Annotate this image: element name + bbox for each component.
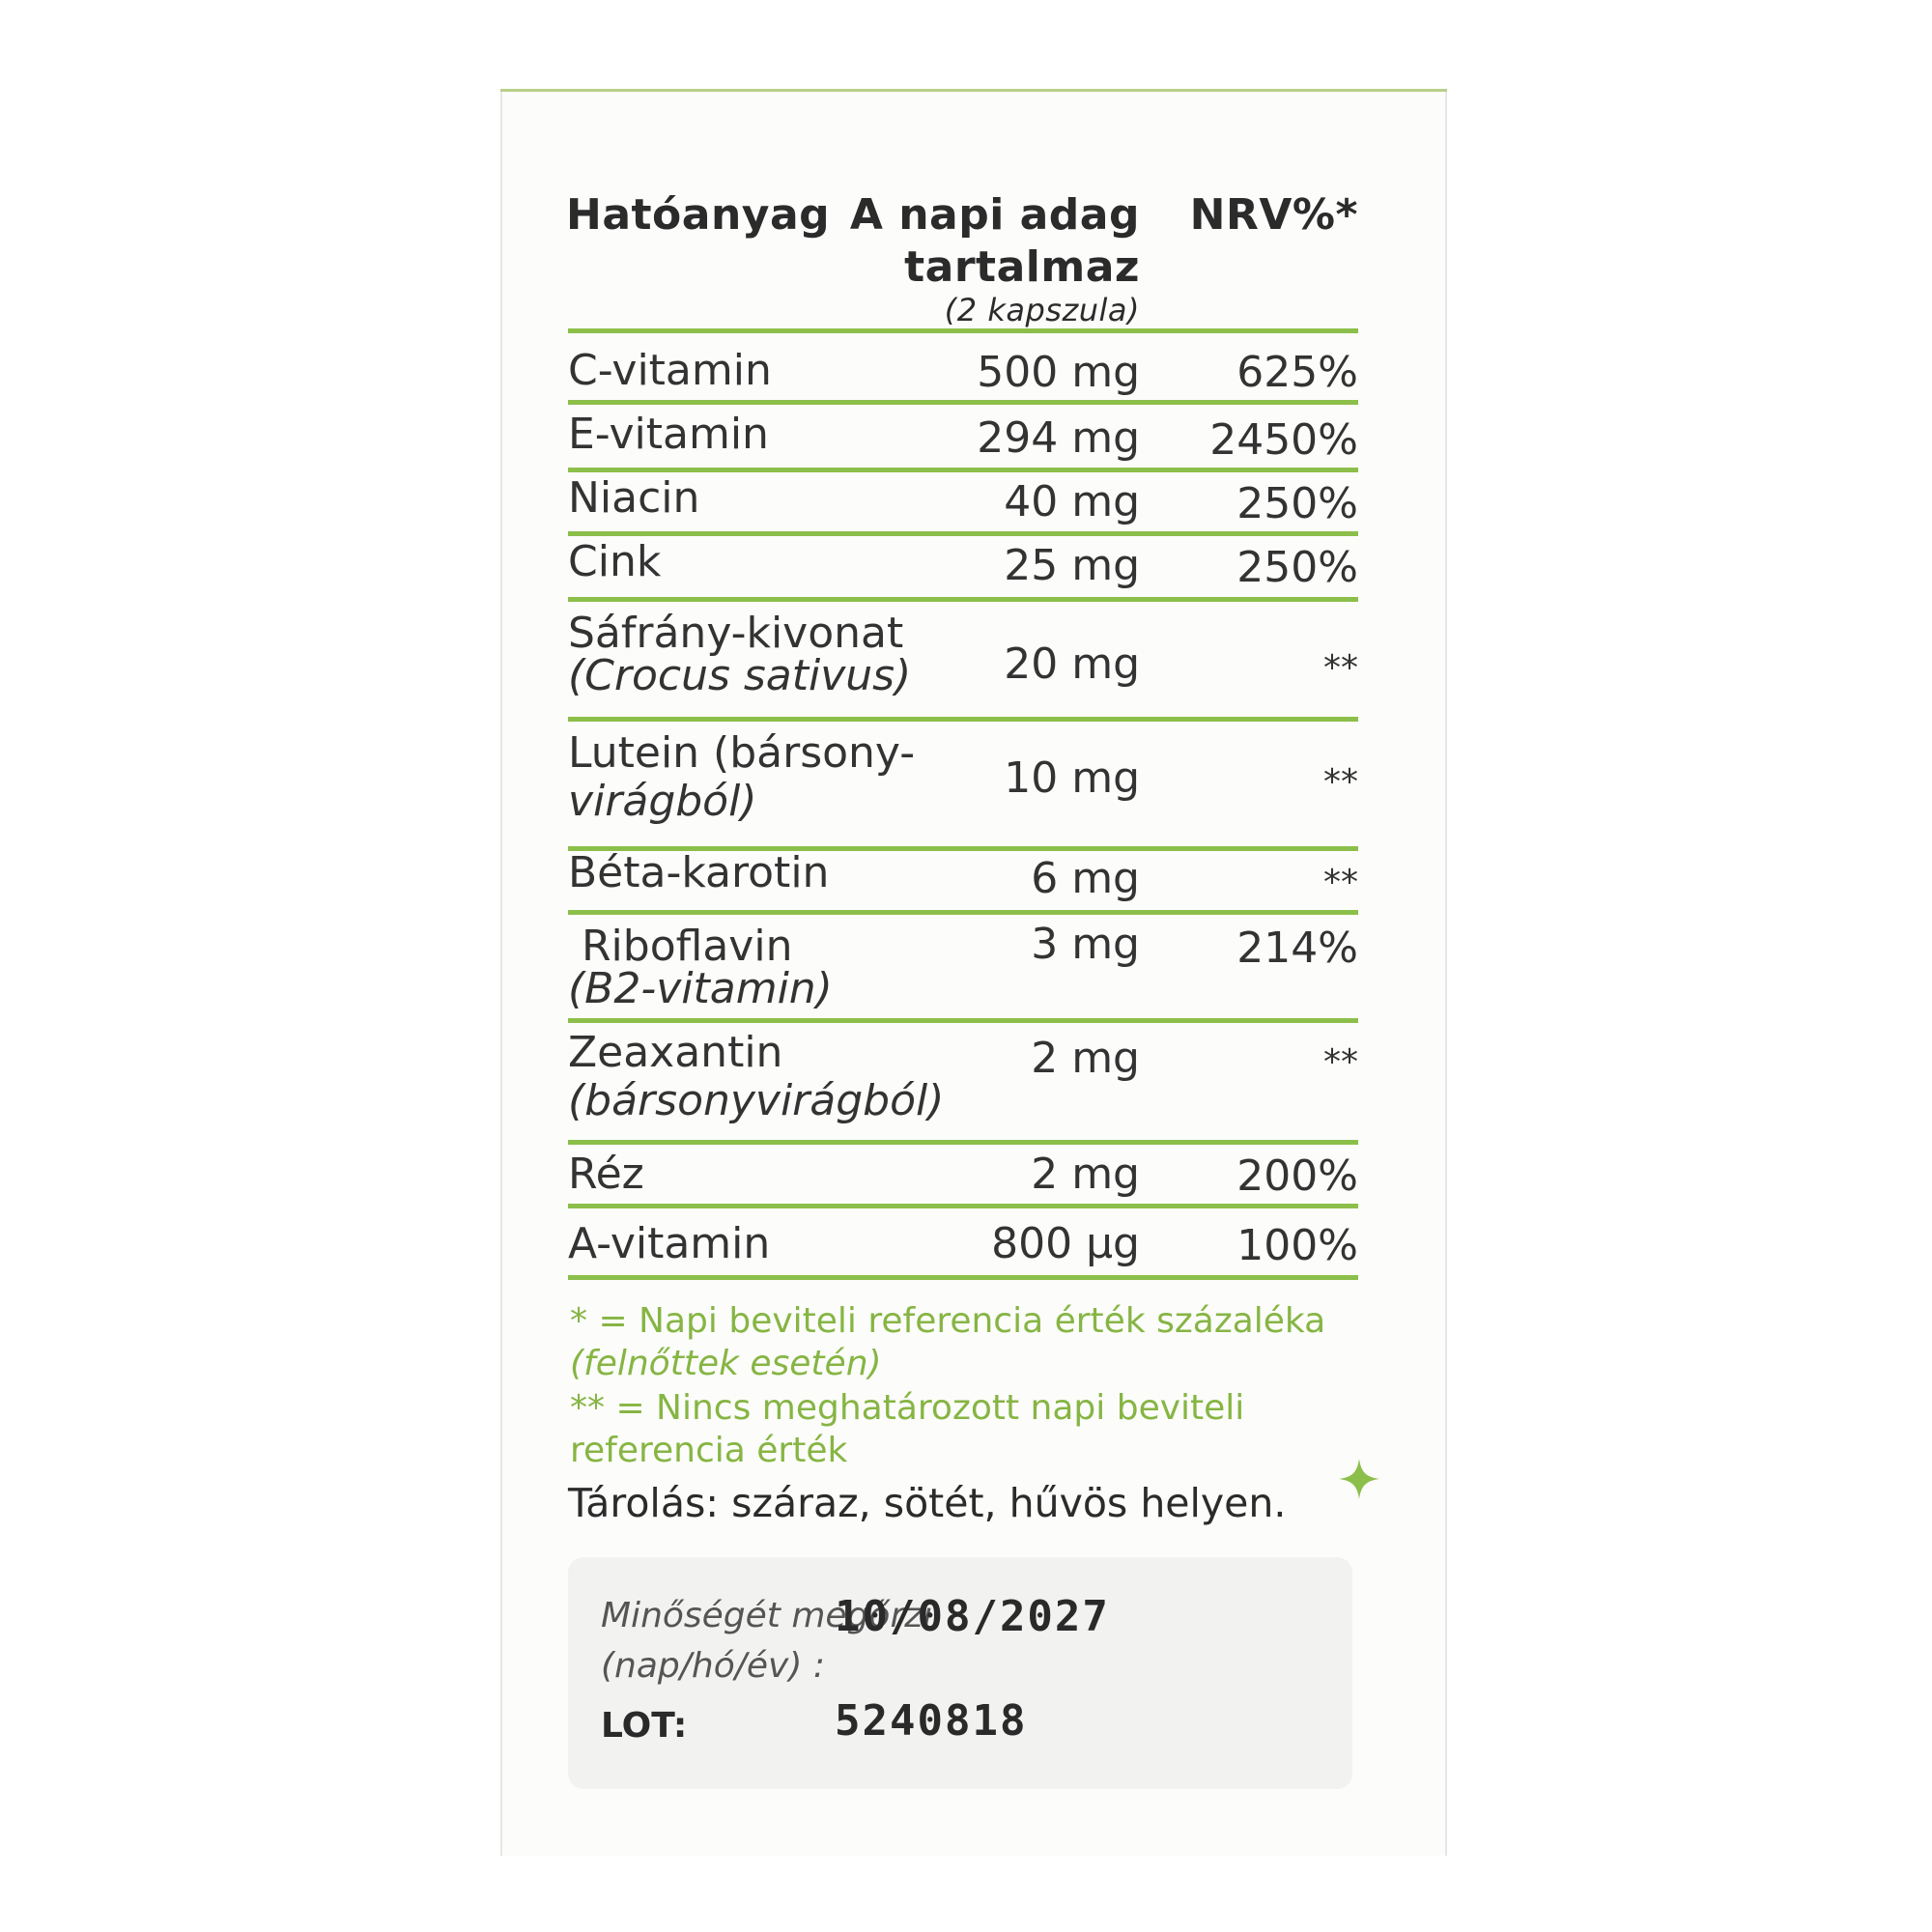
storage-instructions: Tárolás: száraz, sötét, hűvös helyen.: [568, 1480, 1287, 1526]
row-nrv: 200%: [1236, 1151, 1358, 1201]
row-nrv: **: [1323, 648, 1358, 688]
row-name: E-vitamin: [568, 410, 769, 459]
row-amount: 2 mg: [1031, 1034, 1140, 1083]
row-name-sub: (bársonyvirágból): [568, 1076, 945, 1125]
row-name: Sáfrány-kivonat: [568, 609, 904, 658]
best-before-label: Minőségét megőrzi: [601, 1596, 933, 1635]
header-ingredient: Hatóanyag: [566, 190, 831, 240]
table-rule: [568, 1018, 1358, 1023]
row-amount: 6 mg: [1031, 854, 1140, 903]
row-amount: 800 µg: [991, 1219, 1140, 1268]
table-rule: [568, 597, 1358, 602]
row-nrv: **: [1323, 1042, 1358, 1082]
row-amount: 3 mg: [1031, 920, 1140, 969]
header-dose-line1: A napi adag: [849, 190, 1140, 240]
footnote-nrv: * = Napi beviteli referencia érték százaléka: [570, 1301, 1326, 1341]
row-name: Béta-karotin: [568, 848, 830, 897]
row-name-sub: virágból): [568, 777, 757, 826]
header-dose-note: (2 kapszula): [944, 292, 1140, 328]
table-rule: [568, 400, 1358, 405]
row-amount: 500 mg: [977, 348, 1140, 397]
row-amount: 20 mg: [1004, 639, 1140, 689]
row-nrv: 250%: [1236, 479, 1358, 528]
row-name: C-vitamin: [568, 346, 772, 395]
row-amount: 294 mg: [977, 413, 1140, 463]
row-name-sub: (B2-vitamin): [568, 964, 833, 1013]
footnote-no-nrv-cont: referencia érték: [570, 1431, 848, 1470]
table-rule: [568, 1140, 1358, 1145]
row-nrv: 250%: [1236, 543, 1358, 592]
row-name: Zeaxantin: [568, 1028, 783, 1077]
row-nrv: **: [1323, 762, 1358, 802]
table-rule: [568, 717, 1358, 722]
row-name: Lutein (bársony-: [568, 728, 916, 778]
row-name: Riboflavin: [568, 922, 793, 971]
row-nrv: 100%: [1236, 1221, 1358, 1270]
row-amount: 25 mg: [1004, 541, 1140, 590]
best-before-date: 10/08/2027: [835, 1592, 1110, 1641]
date-format-label: (nap/hó/év) :: [601, 1646, 825, 1686]
row-name: Niacin: [568, 473, 700, 523]
row-amount: 2 mg: [1031, 1150, 1140, 1199]
four-point-star-icon: [1337, 1457, 1381, 1501]
lot-label: LOT:: [601, 1706, 688, 1746]
table-rule: [568, 1275, 1358, 1280]
row-name: Cink: [568, 537, 662, 586]
table-rule: [568, 531, 1358, 536]
row-nrv: **: [1323, 863, 1358, 902]
table-rule: [568, 328, 1358, 333]
table-rule: [568, 1204, 1358, 1208]
row-amount: 40 mg: [1004, 477, 1140, 526]
table-rule: [568, 910, 1358, 915]
footnote-nrv-note: (felnőttek esetén): [570, 1344, 882, 1383]
lot-number: 5240818: [835, 1696, 1028, 1746]
row-nrv: 214%: [1236, 923, 1358, 973]
row-nrv: 2450%: [1209, 415, 1358, 465]
row-name-sub: (Crocus sativus): [568, 651, 912, 700]
row-name: Réz: [568, 1150, 644, 1199]
table-rule: [568, 468, 1358, 472]
header-dose-line2: tartalmaz: [904, 242, 1140, 292]
row-nrv: 625%: [1236, 348, 1358, 397]
footnote-no-nrv: ** = Nincs meghatározott napi beviteli: [570, 1388, 1245, 1428]
row-name: A-vitamin: [568, 1219, 771, 1268]
row-amount: 10 mg: [1004, 753, 1140, 803]
header-nrv: NRV%*: [1189, 190, 1358, 240]
